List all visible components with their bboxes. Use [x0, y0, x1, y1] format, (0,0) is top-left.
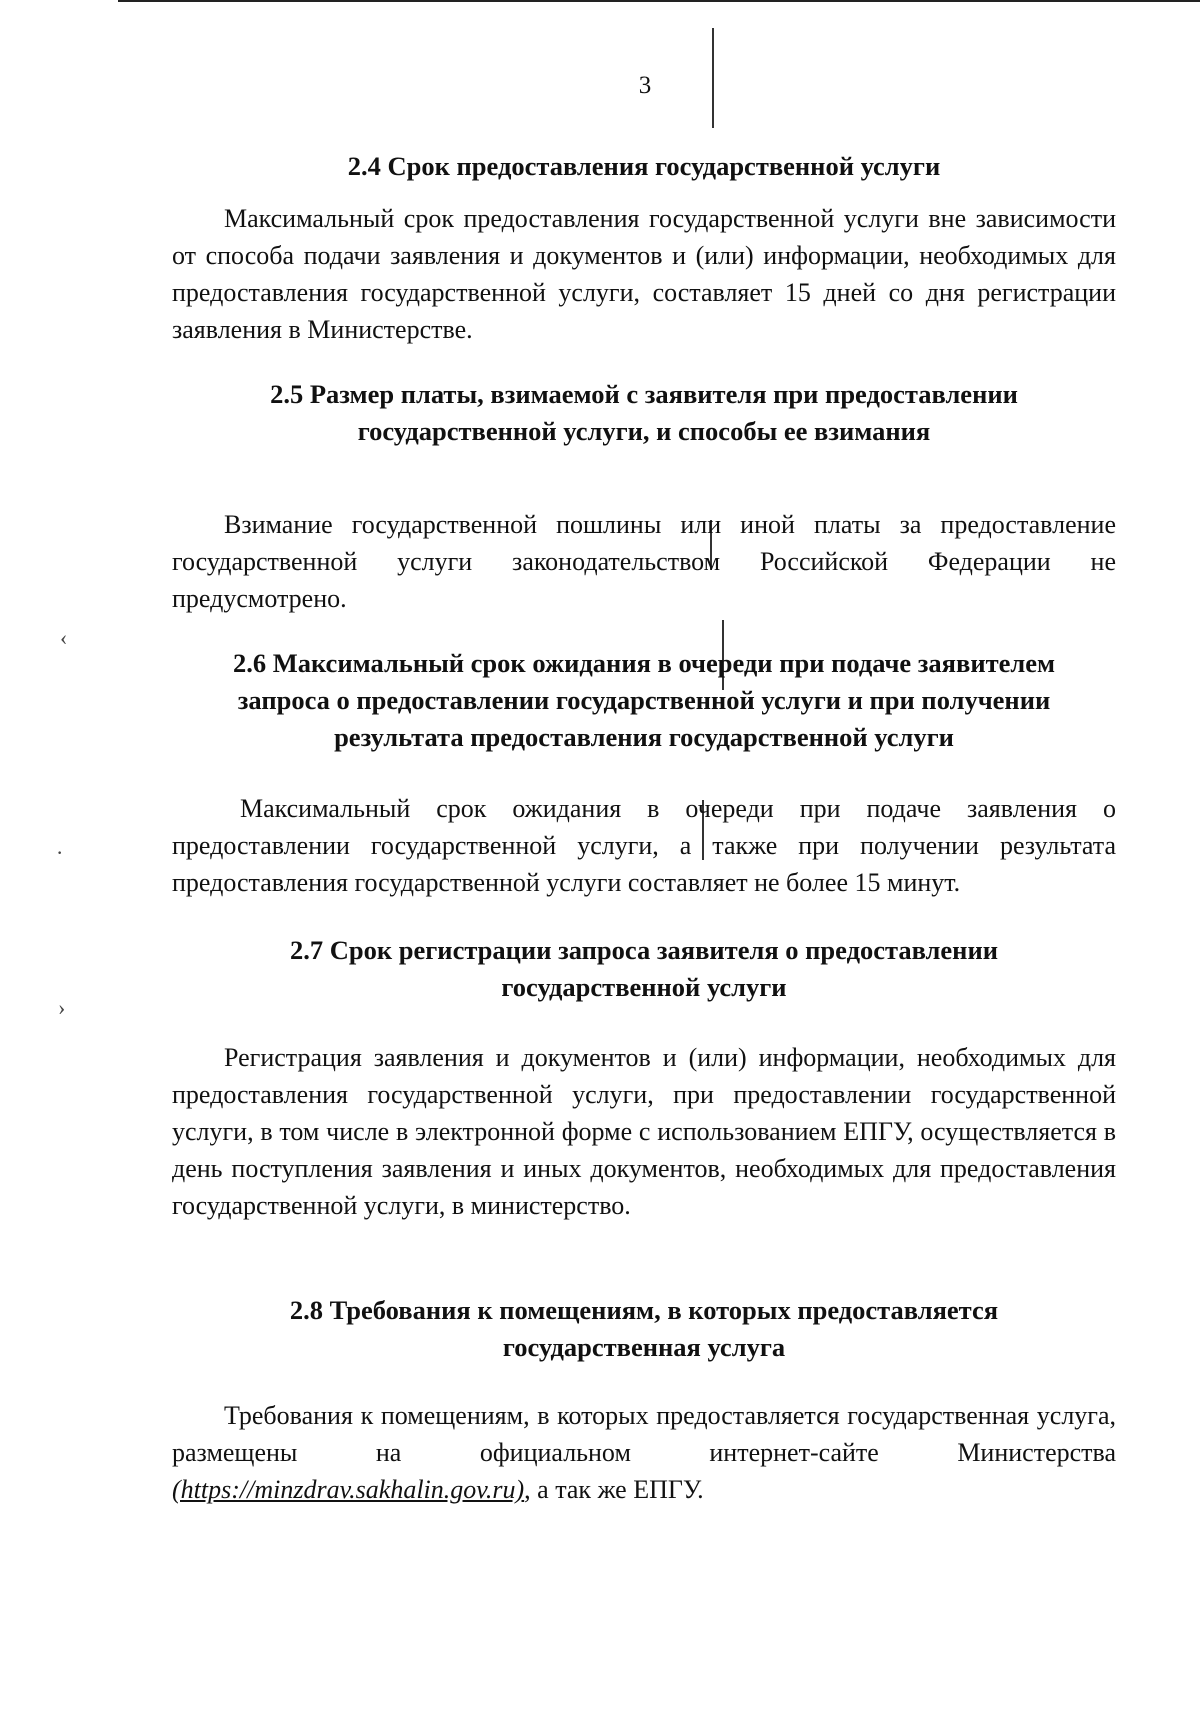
section-heading: 2.4 Срок предоставления государственной услуги	[347, 151, 941, 181]
section-heading	[172, 932, 1116, 1006]
section-paragraph: Максимальный срок ожидания в очереди при подаче заявления о предоставлении государственной услуги, а также при получении результата предоставления государственной услуги составляет не более 15 минут.	[172, 794, 1116, 897]
margin-mark: ›	[58, 995, 66, 1020]
document-body	[172, 148, 1116, 1508]
margin-mark: ·	[56, 840, 64, 865]
section-heading-line: государственной услуги, и способы ее взимания	[357, 416, 931, 446]
section-paragraph: Взимание государственной пошлины или иной платы за предоставление государственной услуги законодательством Российской Федерации не предусмотрено.	[172, 510, 1116, 613]
section-paragraph: Регистрация заявления и документов и (или) информации, необходимых для предоставления государственной услуги, при предоставлении государственной услуги, в том числе в электронной форме с использованием ЕПГУ, осуществляется в день поступления заявления и иных документов, необходимых для предоставления государственной услуги, в министерство.	[172, 1043, 1116, 1220]
section-paragraph	[172, 1397, 1116, 1508]
section-paragraph: Максимальный срок предоставления государственной услуги вне зависимости от способа подачи заявления и документов и (или) информации, необходимых для предоставления государственной услуги, составляет 15 дней со дня регистрации заявления в Министерстве.	[172, 204, 1116, 344]
section-heading-line: 2.5 Размер платы, взимаемой с заявителя при предоставлении	[270, 379, 1018, 409]
section-heading-line: запроса о предоставлении государственной услуги и при получении	[237, 685, 1051, 715]
page-top-border	[118, 0, 1200, 2]
fold-mark	[712, 28, 714, 128]
section-heading-line: 2.6 Максимальный срок ожидания в очереди при подаче заявителем	[232, 648, 1056, 678]
paragraph-text: Требования к помещениям, в которых предоставляется государственная услуга, размещены на официальном интернет-сайте Министерства	[172, 1401, 1116, 1467]
margin-mark: ‹	[60, 625, 68, 650]
section-heading-line: 2.8 Требования к помещениям, в которых предоставляется	[289, 1295, 999, 1325]
section-heading-line: государственной услуги	[501, 972, 787, 1002]
paragraph-text: , а так же ЕПГУ.	[524, 1475, 704, 1504]
ministry-website-link[interactable]: (https://minzdrav.sakhalin.gov.ru)	[172, 1475, 525, 1504]
section-heading-line: 2.7 Срок регистрации запроса заявителя о предоставлении	[290, 935, 998, 965]
section-heading	[172, 645, 1116, 756]
section-heading-line: результата предоставления государственной услуги	[334, 722, 954, 752]
page-number: 3	[638, 72, 652, 99]
section-heading-line: государственная услуга	[502, 1332, 786, 1362]
section-heading	[172, 1292, 1116, 1366]
section-heading	[172, 376, 1116, 450]
